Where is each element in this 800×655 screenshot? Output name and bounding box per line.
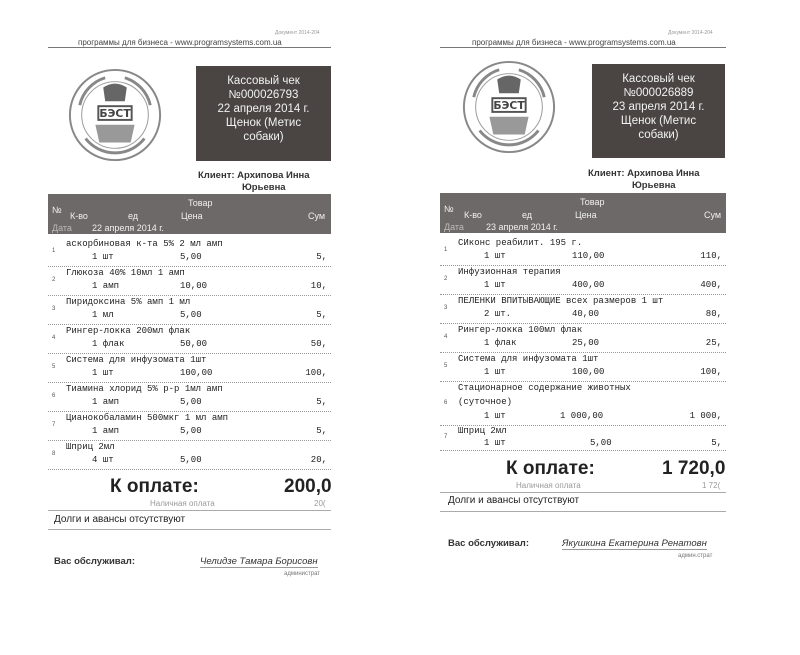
- clinic-stamp-logo: [460, 58, 558, 156]
- col-date-label: Дата: [52, 223, 72, 233]
- col-qty: К-во: [464, 210, 482, 220]
- receipt-number: №000026889: [623, 87, 694, 99]
- table-row: 3 Пиридоксина 5% амп 1 мл 1 мл 5,00 5,: [48, 296, 331, 325]
- table-row: 5 Система для инфузомата 1шт 1 шт 100,00 100,: [48, 354, 331, 383]
- table-row: 6 Стационарное содержание животных (суточное) 1 шт 1 000,00 1 000,: [440, 382, 726, 426]
- receipt-title: Кассовый чек: [227, 75, 300, 87]
- staff-role: админ.страт: [678, 553, 713, 559]
- col-unit: ед: [128, 211, 139, 221]
- col-price: Цена: [575, 210, 597, 220]
- total-label: К оплате:: [506, 458, 595, 479]
- patient-line-1: Щенок (Метис: [225, 117, 302, 129]
- table-header: [440, 193, 726, 233]
- receipt-number: №000026793: [228, 89, 299, 101]
- col-product: Товар: [580, 197, 605, 207]
- table-row: 4 Рингер-локка 100мл флак 1 флак 25,00 25,: [440, 324, 726, 353]
- client-name: Клиент: Архипова Инна Юрьевна: [588, 168, 700, 191]
- doc-code: Документ 2014-204: [668, 30, 713, 36]
- items-table: [48, 238, 331, 470]
- items-table: [440, 237, 726, 451]
- col-price: Цена: [181, 211, 203, 221]
- total-value: 200,0: [284, 476, 332, 497]
- divider: [440, 47, 726, 48]
- table-row: 5 Система для инфузомата 1шт 1 шт 100,00 100,: [440, 353, 726, 382]
- patient-line-2: собаки): [638, 129, 679, 141]
- staff-name: Челидзе Тамара Борисовн: [200, 556, 318, 567]
- col-unit: ед: [522, 210, 533, 220]
- table-row: 2 Глюкоза 40% 10мл 1 амп 1 амп 10,00 10,: [48, 267, 331, 296]
- table-row: 1 аскорбиновая к-та 5% 2 мл амп 1 шт 5,00 5,: [48, 238, 331, 267]
- total-value: 1 720,0: [662, 458, 726, 479]
- table-date: 23 апреля 2014 г.: [486, 222, 558, 232]
- col-qty: К-во: [70, 211, 88, 221]
- receipt-title-box: [592, 64, 725, 158]
- table-row: 3 ПЕЛЕНКИ ВПИТЫВАЮЩИЕ всех размеров 1 шт 2 шт. 40,00 80,: [440, 295, 726, 324]
- divider: [48, 510, 331, 511]
- receipt-date: 23 апреля 2014 г.: [612, 101, 705, 113]
- patient-line-1: Щенок (Метис: [620, 115, 697, 127]
- col-sum: Сум: [308, 211, 326, 221]
- divider: [48, 529, 331, 530]
- svg-text:БЭСТ: БЭСТ: [99, 106, 131, 120]
- patient-line-2: собаки): [243, 131, 284, 143]
- payment-method: Наличная оплата: [516, 481, 581, 490]
- divider: [48, 47, 331, 48]
- table-date: 22 апреля 2014 г.: [92, 223, 164, 233]
- table-row: 4 Рингер-локка 200мл флак 1 флак 50,00 50,: [48, 325, 331, 354]
- table-header: [48, 194, 331, 234]
- debt-status: Долги и авансы отсутствуют: [54, 514, 186, 525]
- col-date-label: Дата: [444, 222, 464, 232]
- divider: [440, 492, 726, 493]
- col-product: Товар: [188, 198, 213, 208]
- staff-role: администрат: [284, 571, 321, 577]
- debt-status: Долги и авансы отсутствуют: [448, 495, 580, 506]
- table-row: 1 СИконс реабилит. 195 г. 1 шт 110,00 110,: [440, 237, 726, 266]
- svg-text:БЭСТ: БЭСТ: [493, 98, 525, 112]
- receipt-date: 22 апреля 2014 г.: [217, 103, 310, 115]
- col-num: №: [444, 204, 454, 214]
- client-name: Клиент: Архипова Инна Юрьевна: [198, 170, 310, 193]
- staff-name: Якушкина Екатерина Ренатовн: [562, 538, 707, 549]
- payment-method: Наличная оплата: [150, 499, 215, 508]
- served-by-label: Вас обслуживал:: [54, 556, 135, 567]
- table-row: 7 Цианокобаламин 500мкг 1 мл амп 1 амп 5,00 5,: [48, 412, 331, 441]
- site-header: программы для бизнеса - www.programsystems.com.ua: [78, 38, 282, 47]
- col-sum: Сум: [704, 210, 722, 220]
- payment-amount: 20(: [314, 499, 326, 508]
- site-header: программы для бизнеса - www.programsystems.com.ua: [472, 38, 676, 47]
- served-by-label: Вас обслуживал:: [448, 538, 529, 549]
- total-label: К оплате:: [110, 476, 199, 497]
- payment-amount: 1 72(: [702, 481, 721, 490]
- divider: [440, 511, 726, 512]
- table-row: 8 Шприц 2мл 4 шт 5,00 20,: [48, 441, 331, 470]
- receipt-title: Кассовый чек: [622, 73, 695, 85]
- table-row: 2 Инфузионная терапия 1 шт 400,00 400,: [440, 266, 726, 295]
- table-row: 7 Шприц 2мл 1 шт 5,00 5,: [440, 426, 726, 451]
- doc-code: Документ 2014-204: [275, 30, 320, 36]
- receipt-title-box: [196, 66, 331, 161]
- col-num: №: [52, 205, 62, 215]
- clinic-stamp-logo: [66, 66, 164, 164]
- table-row: 6 Тиамина хлорид 5% р-р 1мл амп 1 амп 5,00 5,: [48, 383, 331, 412]
